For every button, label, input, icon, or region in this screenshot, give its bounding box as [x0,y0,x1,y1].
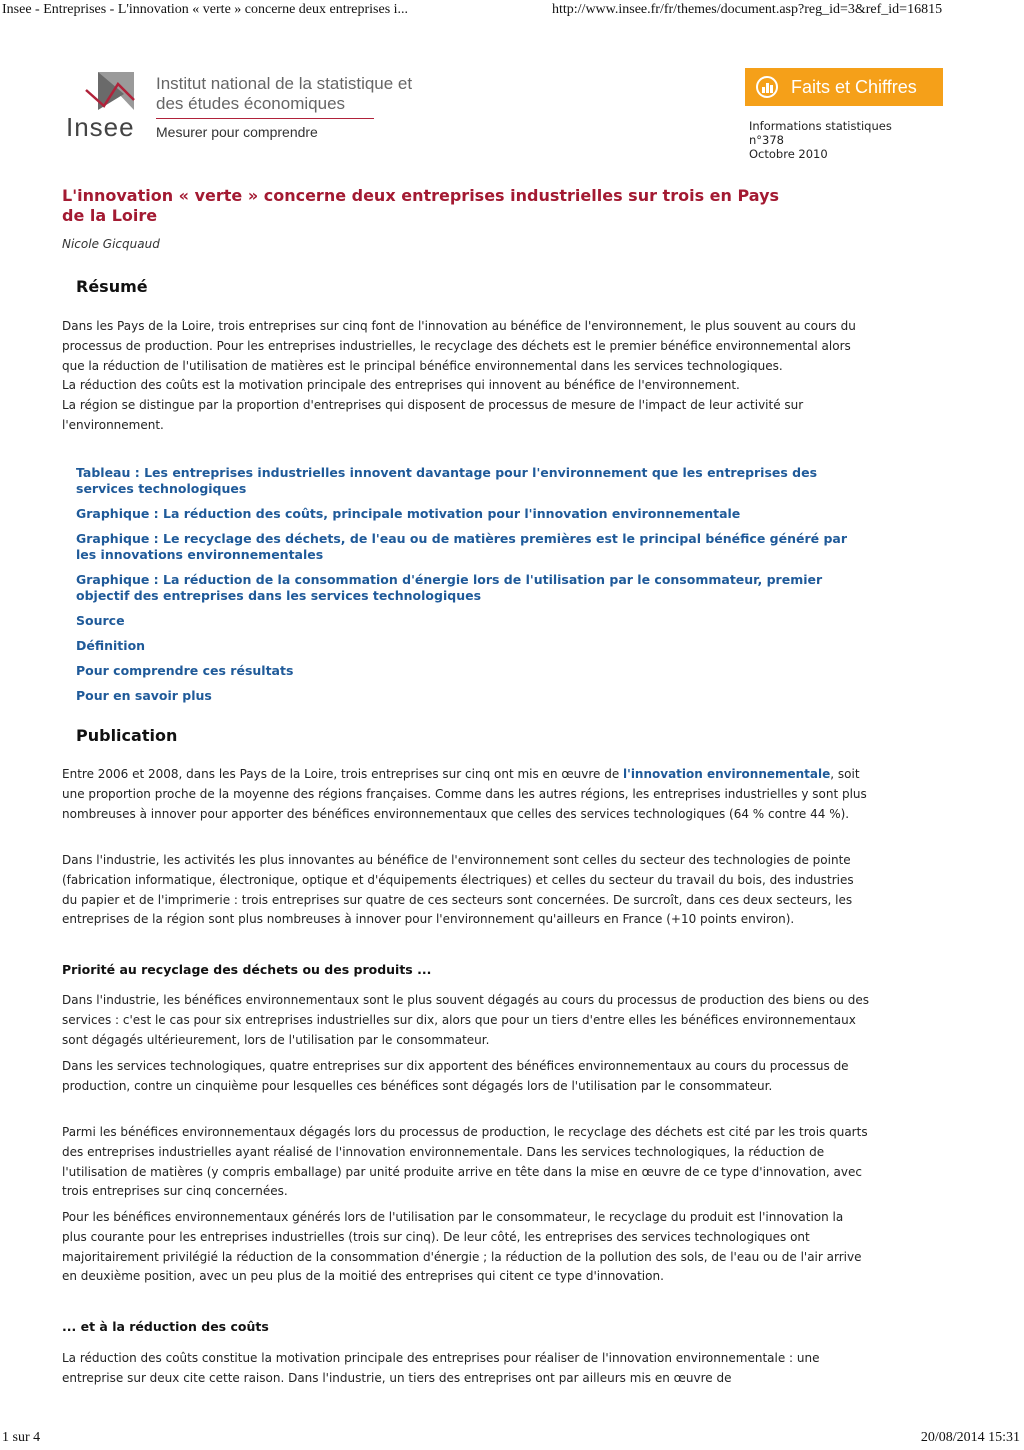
author: Nicole Gicquaud [62,237,160,251]
print-header [2,2,1022,22]
info-series: Informations statistiques [749,119,892,133]
info-number: n°378 [749,133,784,147]
toc-link-comprendre[interactable]: Pour comprendre ces résultats [76,663,294,678]
publication-paragraph-5: Parmi les bénéfices environnementaux dégagés lors du processus de production, le recyclage des déchets est cité par les trois quarts des entreprises industrielles ayant réalisé de l'innovation environnementale. Dans les services technologiques, la réduction de l'utilisation de matières (y compris emballage) par unité produite arrive en tête dans la mise en œuvre de ce type d'innovation, avec trois entreprises sur cinq concernées. [62,1125,868,1199]
publication-heading: Publication [76,726,178,745]
print-page-number: 1 sur 4 [2,1430,41,1445]
table-of-contents [76,465,866,713]
print-datetime: 20/08/2014 15:31 [920,1430,1020,1445]
resume-text [62,317,870,436]
resume-paragraph-2: La réduction des coûts est la motivation principale des entreprises qui innovent au bénéfice de l'environnement. [62,378,740,393]
faits-label: Faits et Chiffres [791,77,917,97]
toc-link-graphique-couts[interactable]: Graphique : La réduction des coûts, principale motivation pour l'innovation environnementale [76,506,741,521]
print-page-title: Insee - Entreprises - L'innovation « verte » concerne deux entreprises i... [2,2,409,17]
publication-paragraph-1 [62,765,870,824]
print-page-url[interactable]: http://www.insee.fr/fr/themes/document.asp?reg_id=3&ref_id=16815 [552,2,943,17]
toc-link-savoir-plus[interactable]: Pour en savoir plus [76,688,212,703]
subheading-couts: ... et à la réduction des coûts [62,1319,269,1334]
publication-paragraph-2: Dans l'industrie, les activités les plus innovantes au bénéfice de l'environnement sont celles du secteur des technologies de pointe (fabrication informatique, électronique, optique et d'équipements électriques) et celles du secteur du travail du bois, des industries du papier et de l'imprimerie : trois entreprises sur quatre de ces secteurs sont concernées. De surcroît, dans ces deux secteurs, les entreprises de la région sont plus nombreuses à innover pour l'environnement qu'ailleurs en France (+10 points environ). [62,853,854,927]
publication-p1-before: Entre 2006 et 2008, dans les Pays de la Loire, trois entreprises sur cinq ont mis en œuvre de [62,767,624,781]
toc-link-source[interactable]: Source [76,613,125,628]
logo-institution-name: Institut national de la statistique et des études économiques [156,74,413,113]
chart-icon [755,75,779,99]
page-title: L'innovation « verte » concerne deux entreprises industrielles sur trois en Pays de la Loire [62,186,780,225]
insee-logo-mark-icon [84,70,136,116]
publication-paragraph-3: Dans l'industrie, les bénéfices environnementaux sont le plus souvent dégagés au cours du processus de production des biens ou des services : c'est le cas pour six entreprises industrielles sur dix, alors que pour un tiers d'entre elles les bénéfices environnementaux sont dégagés ultérieurement, lors de l'utilisation par le consommateur. [62,993,869,1047]
publication-p1-after: , soit une proportion proche de la moyenne des régions françaises. Comme dans les autres régions, les entreprises industrielles y sont plus nombreuses à innover pour apporter des bénéfices environnementaux que celles des services technologiques (64 % contre 44 %). [62,767,867,821]
info-date: Octobre 2010 [749,147,828,161]
toc-link-graphique-recyclage[interactable]: Graphique : Le recyclage des déchets, de l'eau ou de matières premières est le principal bénéfice généré par les innovations environnementales [76,531,847,562]
innovation-environnementale-link[interactable]: l'innovation environnementale [623,767,831,781]
faits-et-chiffres-banner[interactable] [745,68,943,106]
resume-heading: Résumé [76,277,148,296]
toc-link-tableau[interactable]: Tableau : Les entreprises industrielles innovent davantage pour l'environnement que les entreprises des services technologiques [76,465,818,496]
resume-paragraph-1: Dans les Pays de la Loire, trois entreprises sur cinq font de l'innovation au bénéfice de l'environnement, le plus souvent au cours du processus de production. Pour les entreprises industrielles, le recyclage des déchets est le premier bénéfice environnemental alors que la réduction de l'utilisation de matières est le principal bénéfice environnemental dans les services technologiques. [62,319,856,373]
publication-paragraph-6: Pour les bénéfices environnementaux générés lors de l'utilisation par le consommateur, le recyclage du produit est l'innovation la plus courante pour les entreprises industrielles (trois sur cinq). De leur côté, les entreprises des services technologiques ont majoritairement privilégié la réduction de la consommation d'énergie ; la réduction de la pollution des sols, de l'eau ou de l'air arrive en deuxième position, avec un peu plus de la moitié des entreprises qui citent ce type d'innovation. [62,1210,862,1284]
insee-logo[interactable] [64,68,424,148]
resume-paragraph-3: La région se distingue par la proportion d'entreprises qui disposent de processus de mesure de l'impact de leur activité sur l'environnement. [62,398,804,432]
publication-paragraph-4: Dans les services technologiques, quatre entreprises sur dix apportent des bénéfices environnementaux au cours du processus de production, contre un cinquième pour lesquelles ces bénéfices sont dégagés lors de l'utilisation par le consommateur. [62,1059,849,1093]
publication-paragraph-7: La réduction des coûts constitue la motivation principale des entreprises pour réaliser de l'innovation environnementale : une entreprise sur deux cite cette raison. Dans l'industrie, un tiers des entreprises ont par ailleurs mis en œuvre de [62,1351,820,1385]
subheading-recyclage: Priorité au recyclage des déchets ou des produits ... [62,962,432,977]
print-footer [2,1430,1020,1448]
toc-link-graphique-energie[interactable]: Graphique : La réduction de la consommation d'énergie lors de l'utilisation par le consommateur, premier objectif des entreprises dans les services technologiques [76,572,823,603]
publication-info [749,119,892,161]
toc-link-definition[interactable]: Définition [76,638,146,653]
logo-divider [156,118,374,119]
logo-wordmark: Insee [66,112,135,142]
logo-tagline: Mesurer pour comprendre [156,124,318,140]
